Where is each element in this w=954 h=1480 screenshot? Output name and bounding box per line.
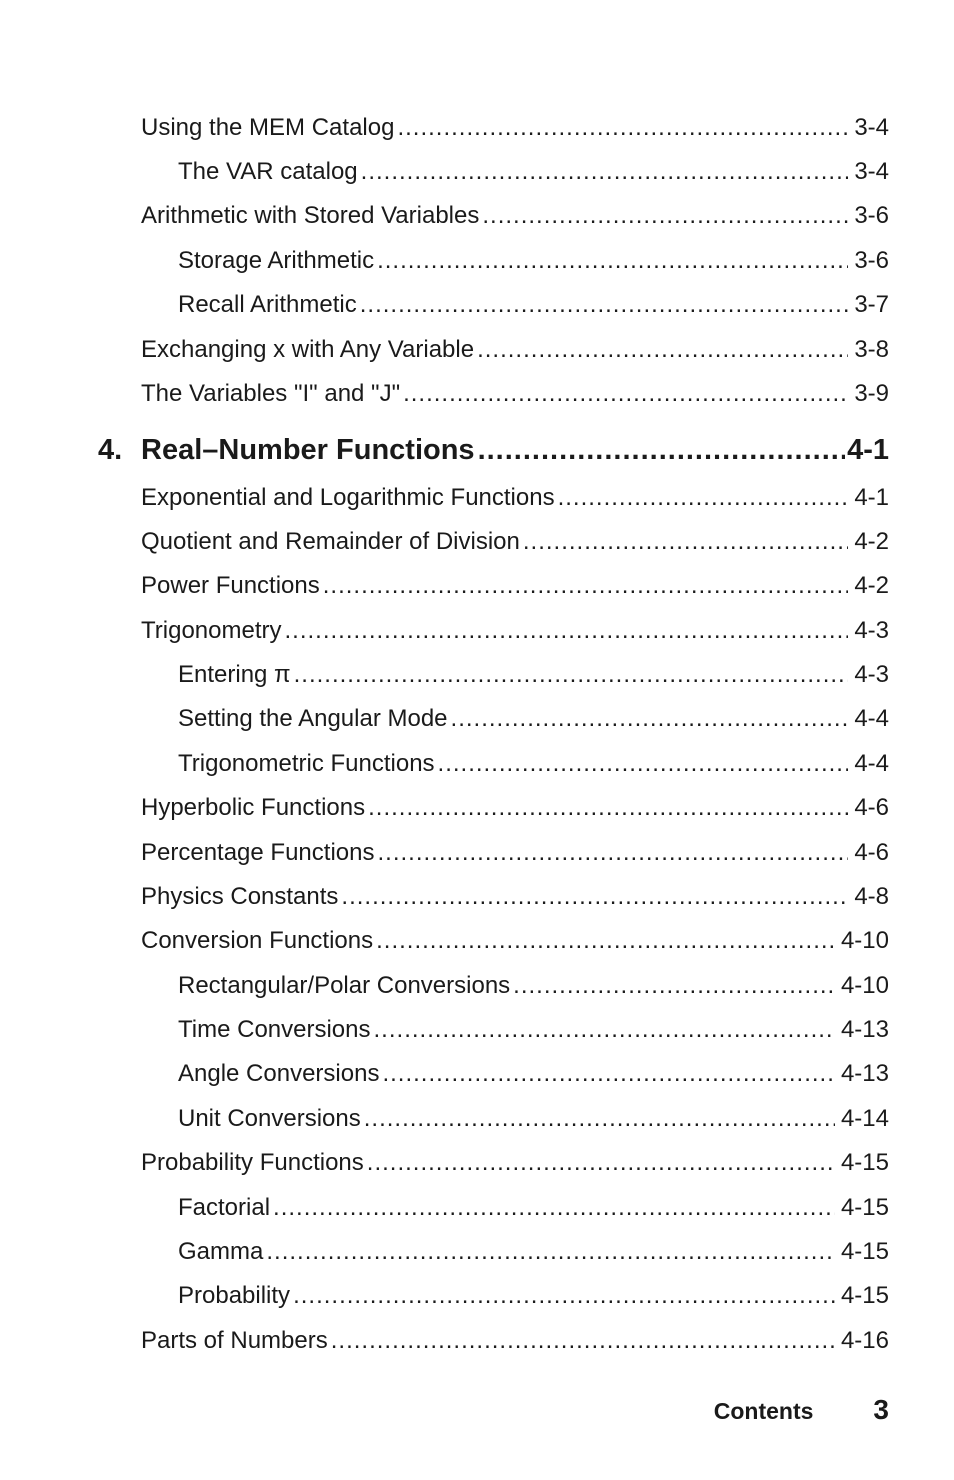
chapter-number: 4. bbox=[98, 434, 123, 466]
toc-entry-title: Factorial bbox=[178, 1194, 271, 1221]
toc-entry[interactable] bbox=[141, 837, 889, 869]
chapter-title: Real–Number Functions bbox=[141, 434, 475, 466]
toc-entry-title: Storage Arithmetic bbox=[178, 247, 375, 274]
toc-entry-page: 3-6 bbox=[854, 247, 889, 274]
toc-entry[interactable] bbox=[178, 748, 889, 780]
toc-entry[interactable] bbox=[178, 1103, 889, 1135]
toc-entry[interactable] bbox=[141, 334, 889, 366]
dot-leader bbox=[364, 1103, 835, 1135]
toc-entry-page: 3-7 bbox=[854, 291, 889, 318]
toc-entry-title: Setting the Angular Mode bbox=[178, 705, 448, 732]
toc-entry[interactable] bbox=[178, 703, 889, 735]
toc-entry-page: 4-16 bbox=[840, 1327, 889, 1354]
dot-leader bbox=[478, 430, 846, 470]
dot-leader bbox=[397, 112, 848, 144]
toc-entry-title: The VAR catalog bbox=[178, 158, 358, 185]
toc-entry[interactable] bbox=[178, 156, 889, 188]
toc-entry[interactable] bbox=[178, 245, 889, 277]
toc-entry-title: Entering π bbox=[178, 661, 291, 688]
dot-leader bbox=[451, 703, 849, 735]
toc-entry-title: Probability Functions bbox=[141, 1149, 364, 1176]
toc-entry[interactable] bbox=[141, 570, 889, 602]
page-footer bbox=[714, 1394, 889, 1426]
dot-leader bbox=[523, 526, 848, 558]
toc-entry[interactable] bbox=[141, 482, 889, 514]
dot-leader bbox=[361, 156, 849, 188]
dot-leader bbox=[294, 659, 849, 691]
toc-entry-page: 4-6 bbox=[854, 794, 889, 821]
toc-entry[interactable] bbox=[141, 925, 889, 957]
toc-entry-page: 4-10 bbox=[840, 972, 889, 999]
toc-entry-title: Gamma bbox=[178, 1238, 264, 1265]
toc-entry[interactable] bbox=[141, 1147, 889, 1179]
dot-leader bbox=[482, 200, 848, 232]
dot-leader bbox=[382, 1058, 835, 1090]
toc-entry-page: 4-10 bbox=[840, 927, 889, 954]
dot-leader bbox=[266, 1236, 835, 1268]
toc-entry[interactable] bbox=[141, 526, 889, 558]
toc-entry-page: 4-14 bbox=[840, 1105, 889, 1132]
dot-leader bbox=[331, 1325, 835, 1357]
dot-leader bbox=[360, 289, 849, 321]
toc-entry-page: 3-8 bbox=[854, 336, 889, 363]
toc-entry[interactable] bbox=[178, 1236, 889, 1268]
toc-entry-title: Time Conversions bbox=[178, 1016, 371, 1043]
dot-leader bbox=[558, 482, 849, 514]
toc-entry-page: 4-15 bbox=[840, 1238, 889, 1265]
dot-leader bbox=[377, 245, 848, 277]
dot-leader bbox=[367, 1147, 835, 1179]
toc-entry[interactable] bbox=[178, 659, 889, 691]
dot-leader bbox=[284, 615, 848, 647]
toc-entry[interactable] bbox=[141, 615, 889, 647]
toc-entry-title: Unit Conversions bbox=[178, 1105, 361, 1132]
toc-entry-title: Power Functions bbox=[141, 572, 320, 599]
toc-entry-title: Arithmetic with Stored Variables bbox=[141, 202, 480, 229]
dot-leader bbox=[341, 881, 848, 913]
toc-entry-page: 4-3 bbox=[854, 661, 889, 688]
toc-entry[interactable] bbox=[178, 1192, 889, 1224]
toc-entry-title: Angle Conversions bbox=[178, 1060, 380, 1087]
toc-entry-title: Quotient and Remainder of Division bbox=[141, 528, 520, 555]
dot-leader bbox=[377, 837, 848, 869]
toc-entry-page: 4-8 bbox=[854, 883, 889, 910]
toc-entry-title: Using the MEM Catalog bbox=[141, 114, 395, 141]
dot-leader bbox=[477, 334, 848, 366]
toc-entry-page: 4-4 bbox=[854, 705, 889, 732]
toc-entry[interactable] bbox=[141, 378, 889, 410]
dot-leader bbox=[376, 925, 835, 957]
toc-entry[interactable] bbox=[141, 792, 889, 824]
toc-entry-page: 4-6 bbox=[854, 839, 889, 866]
toc-entry-page: 4-13 bbox=[840, 1016, 889, 1043]
toc-entry-title: Parts of Numbers bbox=[141, 1327, 328, 1354]
toc-entry[interactable] bbox=[178, 1058, 889, 1090]
toc-entry-page: 3-4 bbox=[854, 114, 889, 141]
dot-leader bbox=[273, 1192, 835, 1224]
dot-leader bbox=[323, 570, 849, 602]
toc-entry[interactable] bbox=[178, 1280, 889, 1312]
chapter-page: 4-1 bbox=[847, 434, 889, 466]
toc-entry-page: 3-9 bbox=[854, 380, 889, 407]
toc-entry[interactable] bbox=[178, 1014, 889, 1046]
toc-entry[interactable] bbox=[141, 112, 889, 144]
toc-entry-title: Probability bbox=[178, 1282, 291, 1309]
toc-entry-page: 3-6 bbox=[854, 202, 889, 229]
toc-entry-title: Conversion Functions bbox=[141, 927, 374, 954]
footer-page-number: 3 bbox=[873, 1394, 889, 1425]
toc-entry-title: The Variables "I" and "J" bbox=[141, 380, 401, 407]
toc-entry-page: 4-1 bbox=[854, 484, 889, 511]
toc-entry-page: 4-13 bbox=[840, 1060, 889, 1087]
footer-section-label: Contents bbox=[713, 1398, 814, 1424]
toc-entry-title: Exponential and Logarithmic Functions bbox=[141, 484, 555, 511]
dot-leader bbox=[438, 748, 849, 780]
dot-leader bbox=[374, 1014, 835, 1046]
dot-leader bbox=[513, 970, 835, 1002]
toc-entry-page: 4-15 bbox=[840, 1194, 889, 1221]
toc-entry-title: Trigonometry bbox=[141, 617, 282, 644]
toc-entry-page: 4-4 bbox=[854, 750, 889, 777]
toc-entry-title: Percentage Functions bbox=[141, 839, 375, 866]
toc-entry-page: 4-15 bbox=[840, 1149, 889, 1176]
dot-leader bbox=[403, 378, 848, 410]
toc-entry[interactable] bbox=[141, 200, 889, 232]
dot-leader bbox=[293, 1280, 835, 1312]
toc-entry[interactable] bbox=[178, 970, 889, 1002]
toc-entry-page: 4-15 bbox=[840, 1282, 889, 1309]
toc-entry-title: Physics Constants bbox=[141, 883, 339, 910]
toc-entry[interactable] bbox=[141, 881, 889, 913]
toc-entry-title: Recall Arithmetic bbox=[178, 291, 357, 318]
toc-entry[interactable] bbox=[141, 1325, 889, 1357]
toc-entry-title: Rectangular/Polar Conversions bbox=[178, 972, 511, 999]
toc-chapter-heading[interactable] bbox=[98, 430, 889, 470]
toc-entry-title: Hyperbolic Functions bbox=[141, 794, 366, 821]
toc-entry-page: 4-3 bbox=[854, 617, 889, 644]
toc-entry-title: Exchanging x with Any Variable bbox=[141, 336, 475, 363]
toc-entry[interactable] bbox=[178, 289, 889, 321]
toc-entry-title: Trigonometric Functions bbox=[178, 750, 435, 777]
dot-leader bbox=[368, 792, 848, 824]
toc-entry-page: 3-4 bbox=[854, 158, 889, 185]
toc-entry-page: 4-2 bbox=[854, 528, 889, 555]
toc-entry-page: 4-2 bbox=[854, 572, 889, 599]
